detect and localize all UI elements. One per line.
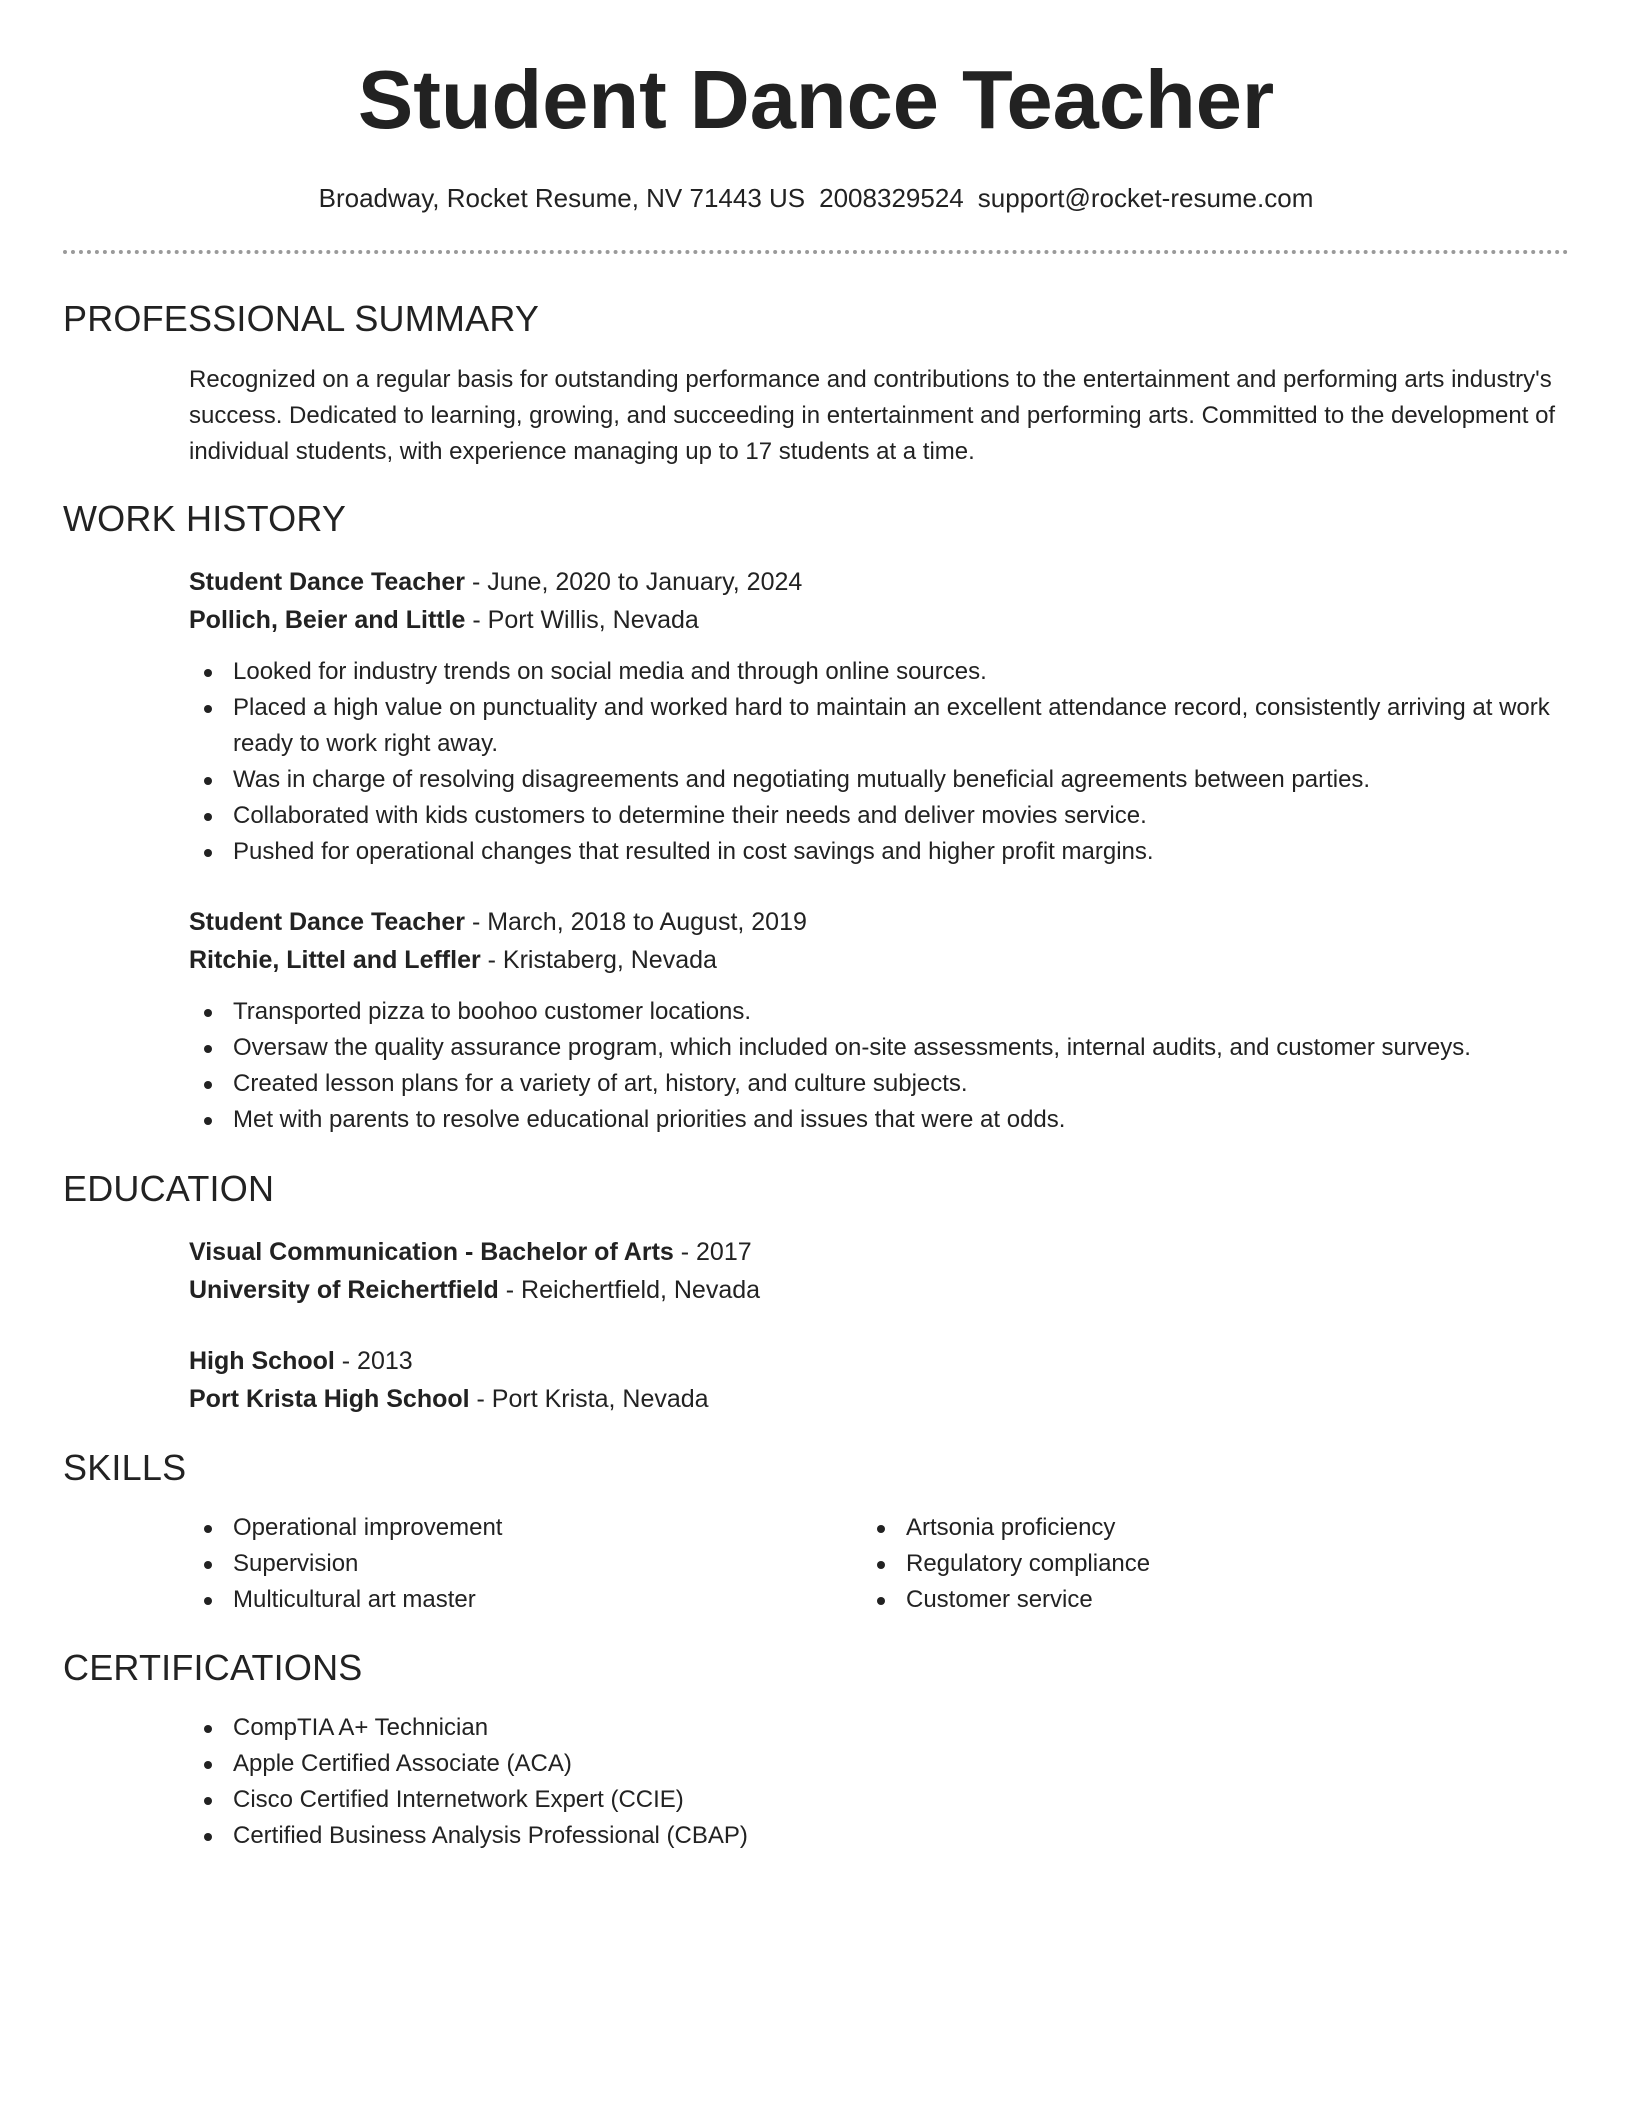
certifications-heading: CERTIFICATIONS [63, 1647, 363, 1688]
certifications-list [189, 1710, 1569, 1854]
list-item: Cisco Certified Internetwork Expert (CCIE) [189, 1782, 1569, 1818]
degree-name: High School [189, 1347, 335, 1375]
job-company: Ritchie, Littel and Leffler [189, 946, 481, 974]
list-item: Met with parents to resolve educational priorities and issues that were at odds. [189, 1102, 1569, 1138]
skills-list [189, 1510, 789, 1618]
job-entry [189, 563, 1569, 870]
job-entry [189, 903, 1569, 1138]
job-title-line [189, 563, 1569, 601]
job-company-line [189, 601, 1569, 639]
list-item: Transported pizza to boohoo customer locations. [189, 994, 1569, 1030]
list-item: Multicultural art master [189, 1582, 789, 1618]
job-role: Student Dance Teacher [189, 908, 466, 936]
contact-line [0, 180, 1632, 216]
certifications-block [189, 1710, 1569, 1854]
list-item: Was in charge of resolving disagreements and negotiating mutually beneficial agreements between parties. [189, 762, 1569, 798]
degree-year: - 2013 [334, 1347, 413, 1375]
list-item: Artsonia proficiency [862, 1510, 1462, 1546]
school-location: - Port Krista, Nevada [469, 1385, 709, 1413]
skills-column-right [862, 1510, 1462, 1618]
contact-phone: 2008329524 [819, 183, 964, 213]
list-item: Supervision [189, 1546, 789, 1582]
list-item: Operational improvement [189, 1510, 789, 1546]
list-item: Created lesson plans for a variety of art, history, and culture subjects. [189, 1066, 1569, 1102]
education-entry [189, 1342, 1569, 1418]
list-item: Oversaw the quality assurance program, which included on-site assessments, internal audits, and customer surveys. [189, 1030, 1569, 1066]
contact-address: Broadway, Rocket Resume, NV 71443 US [318, 183, 806, 213]
candidate-name: Student Dance Teacher [357, 53, 1275, 146]
education-heading: EDUCATION [63, 1168, 275, 1209]
job-title-line [189, 903, 1569, 941]
education-entry [189, 1233, 1569, 1309]
school-name: Port Krista High School [189, 1385, 470, 1413]
degree-line [189, 1233, 1569, 1271]
degree-year: - 2017 [673, 1238, 752, 1266]
work-history-heading: WORK HISTORY [63, 498, 347, 539]
list-item: Looked for industry trends on social media and through online sources. [189, 654, 1569, 690]
contact-email: support@rocket-resume.com [977, 183, 1314, 213]
job-role: Student Dance Teacher [189, 568, 466, 596]
school-name: University of Reichertfield [189, 1276, 499, 1304]
job-company-line [189, 941, 1569, 979]
job-duties [189, 654, 1569, 870]
job-duties [189, 994, 1569, 1138]
school-line [189, 1380, 1569, 1418]
school-location: - Reichertfield, Nevada [498, 1276, 761, 1304]
job-location: - Kristaberg, Nevada [480, 946, 717, 974]
summary-text: Recognized on a regular basis for outstanding performance and contributions to the entertainment and performing arts industry's success. Dedicated to learning, growing, and succeeding in entertainment and performing arts. Committed to the development of individual students, with experience managing up to 17 students at a time. [189, 366, 1556, 465]
list-item: Apple Certified Associate (ACA) [189, 1746, 1569, 1782]
list-item: Certified Business Analysis Professional (CBAP) [189, 1818, 1569, 1854]
list-item: CompTIA A+ Technician [189, 1710, 1569, 1746]
job-location: - Port Willis, Nevada [465, 606, 699, 634]
list-item: Placed a high value on punctuality and worked hard to maintain an excellent attendance record, consistently arriving at work ready to work right away. [189, 690, 1569, 762]
school-line [189, 1271, 1569, 1309]
skills-list [862, 1510, 1462, 1618]
list-item: Customer service [862, 1582, 1462, 1618]
job-company: Pollich, Beier and Little [189, 606, 466, 634]
list-item: Regulatory compliance [862, 1546, 1462, 1582]
skills-heading: SKILLS [63, 1447, 187, 1488]
list-item: Collaborated with kids customers to determine their needs and deliver movies service. [189, 798, 1569, 834]
degree-name: Visual Communication - Bachelor of Arts [189, 1238, 674, 1266]
skills-column-left [189, 1510, 789, 1618]
job-dates: - March, 2018 to August, 2019 [465, 908, 807, 936]
header-divider [63, 250, 1569, 254]
degree-line [189, 1342, 1569, 1380]
job-dates: - June, 2020 to January, 2024 [465, 568, 803, 596]
summary-heading: PROFESSIONAL SUMMARY [63, 298, 540, 339]
list-item: Pushed for operational changes that resulted in cost savings and higher profit margins. [189, 834, 1569, 870]
